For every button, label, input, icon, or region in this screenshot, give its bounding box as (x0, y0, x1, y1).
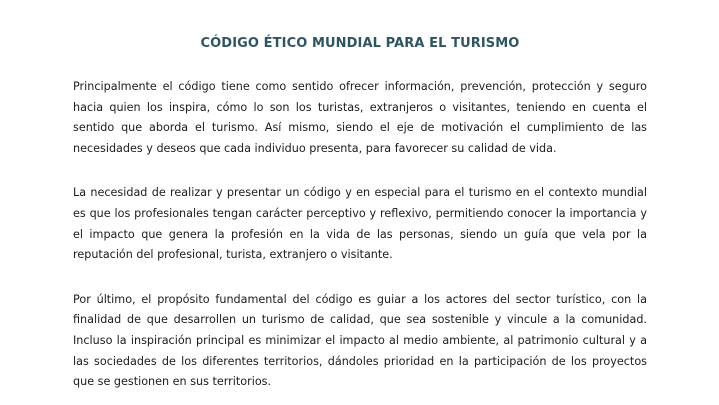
page-title: CÓDIGO ÉTICO MUNDIAL PARA EL TURISMO (200, 36, 520, 51)
paragraph-1: Principalmente el código tiene como sentido ofrecer información, prevención, protección y seguro hacia quien los inspira, cómo lo son los turistas, extranjeros o visitantes, teniendo en cuenta el sentido que aborda el turismo. Así mismo, siendo el eje de motivación el cumplimiento de las necesidades y deseos que cada individuo presenta, para favorecer su calidad de vida. (73, 80, 647, 155)
paragraph-3: Por último, el propósito fundamental del código es guiar a los actores del sector turístico, con la finalidad de que desarrollen un turismo de calidad, que sea sostenible y vincule a la comunidad. Incluso la inspiración principal es minimizar el impacto al medio ambiente, al patrimonio cultural y a las sociedades de los diferentes territorios, dándoles prioridad en la participación de los proyectos que se gestionen en sus territorios. (73, 292, 647, 389)
paragraph-2: La necesidad de realizar y presentar un código y en especial para el turismo en el contexto mundial es que los profesionales tengan carácter perceptivo y reflexivo, permitiendo conocer la importancia y el impacto que genera la profesión en la vida de las personas, siendo un guía que vela por la reputación del profesional, turista, extranjero o visitante. (73, 186, 647, 262)
